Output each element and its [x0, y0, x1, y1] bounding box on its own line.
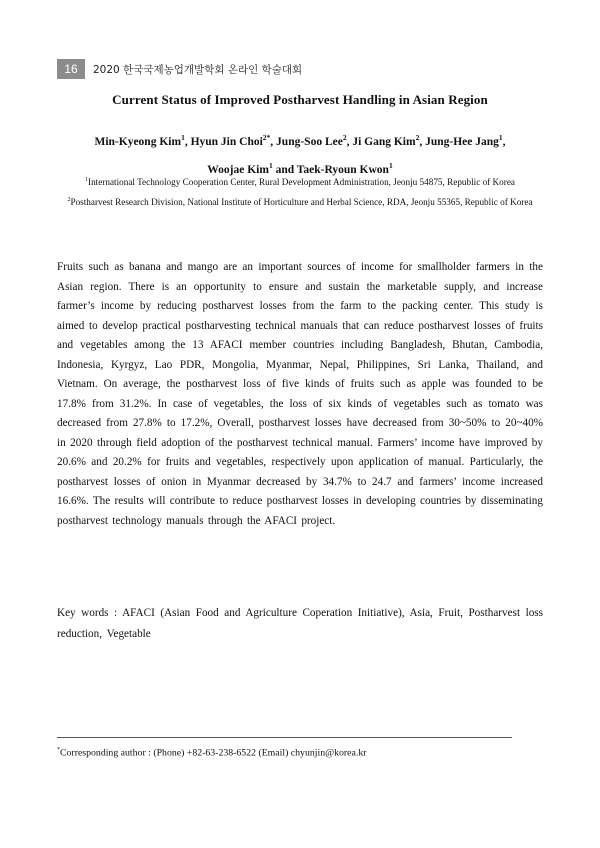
author-name: Min-Kyeong Kim [94, 135, 182, 148]
footnote-text: Corresponding author : (Phone) +82-63-238-6522 (Email) chyunjin@korea.kr [60, 747, 367, 759]
abstract: Fruits such as banana and mango are an important sources of income for smallholder farmers in the Asian region. There is an opportunity to ensure and sustain the marketable supply, and increase farmer’s income by reducing postharvest losses from the farm to the packing center. This study is aimed to develop practical postharvesting technical manuals that can reduce postharvest losses of fruits and vegetables among the 13 AFACI member countries including Bangladesh, Bhutan, Cambodia, Indonesia, Kyrgyz, Lao PDR, Mongolia, Myanmar, Nepal, Philippines, Sri Lanka, Thailand, and Vietnam. On average, the postharvest loss of five kinds of fruits such as apple was founded to be 17.8% from 31.2%. In case of vegetables, the loss of six kinds of vegetables such as tomato was decreased from 27.8% to 17.2%, Overall, postharvest losses have decreased from 30~50% to 20~40% in 2020 through field adoption of the postharvest technical manual. Farmers’ income have improved by 20.6% and 20.2% for fruits and vegetables, respectively upon application of manual. Particularly, the postharvest losses of onion in Myanmar decreased by 34.7% to 24.7 and farmers’ income increased 16.6%. The results will contribute to reduce postharvest losses in developing countries by disseminating postharvest technology manuals through the AFACI project. [57, 261, 543, 527]
conference-name: 2020 한국국제농업개발학회 온라인 학술대회 [93, 63, 303, 76]
author-separator: , [270, 135, 277, 148]
author-affil-mark: 2* [262, 133, 271, 142]
keywords: Key words : AFACI (Asian Food and Agriculture Coperation Initiative), Asia, Fruit, Postharvest loss reduction, Vegetable [57, 607, 543, 640]
author-affil-mark: 1 [388, 160, 393, 170]
author-name: Hyun Jin Choi [190, 135, 263, 148]
footnote-divider [57, 737, 512, 738]
affiliation-text: International Technology Cooperation Center, Rural Development Administration, Jeonju 54875, Republic of Korea [88, 177, 515, 188]
paper-title: Current Status of Improved Postharvest Handling in Asian Region [112, 92, 488, 107]
author [425, 133, 506, 148]
author-name: Jung-Soo Lee [276, 135, 343, 148]
author-separator: , [184, 135, 191, 148]
affiliation-2 [50, 192, 550, 211]
affiliation-1 [50, 172, 550, 191]
running-header [57, 59, 302, 79]
author-name: Jung-Hee Jang [425, 135, 499, 148]
page-number: 16 [57, 59, 85, 79]
footnote-mark: * [57, 747, 60, 753]
author-affil-mark: 2 [342, 133, 347, 142]
author [352, 133, 426, 148]
author-separator: , [419, 135, 426, 148]
author [190, 133, 277, 148]
affiliation-mark: 1 [85, 177, 89, 183]
corresponding-author-footnote [57, 742, 366, 761]
affiliation-mark: 2 [67, 197, 71, 203]
author-affil-mark: 1 [181, 133, 185, 142]
author-separator: , [346, 135, 353, 148]
author-name: Woojae Kim [207, 163, 269, 176]
author-separator: and [272, 163, 297, 176]
author-separator: , [502, 135, 506, 148]
author-name: Taek-Ryoun Kwon [296, 163, 389, 176]
author-name: Ji Gang Kim [352, 135, 416, 148]
author-affil-mark: 2 [415, 133, 420, 142]
affiliation-text: Postharvest Research Division, National Institute of Horticulture and Herbal Science, RDA, Jeonju 55365, Republic of Korea [70, 197, 533, 208]
author-affil-mark: 1 [268, 160, 273, 170]
author [276, 133, 353, 148]
author [94, 133, 191, 148]
author-affil-mark: 1 [498, 133, 503, 142]
